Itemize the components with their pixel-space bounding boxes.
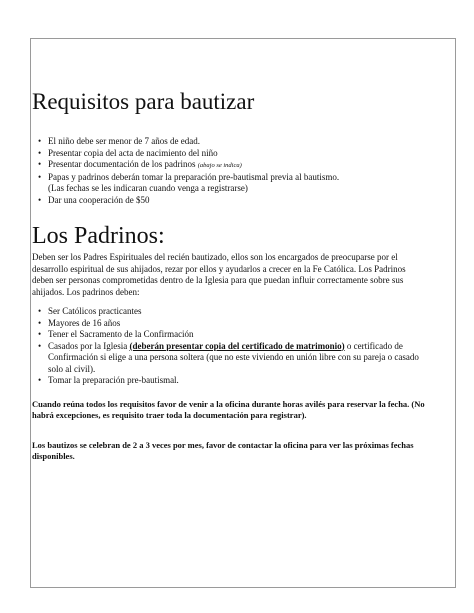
registration-notice: Cuando reúna todos los requisitos favor de venir a la oficina durante horas avilés para reservar la fecha. (No habrá excepciones, es requisito traer toda la documentación para registrar).: [32, 398, 425, 420]
requirement-note: (abajo se indica): [197, 162, 242, 169]
document-body: [32, 88, 428, 463]
requirement-item: • El niño debe ser menor de 7 años de edad.: [38, 136, 428, 148]
marriage-certificate-note: (deberán presentar copia del certificado de matrimonio): [129, 340, 345, 351]
requirements-title: Requisitos para bautizar: [32, 89, 255, 114]
godparent-item: • Ser Católicos practicantes: [38, 306, 428, 318]
requirements-list: [38, 136, 428, 206]
requirement-item: • Presentar copia del acta de nacimiento del niño: [38, 148, 428, 160]
requirement-item: • Papas y padrinos deberán tomar la preparación pre-bautismal previa al bautismo. (Las fechas se les indicaran cuando venga a registrarse): [38, 172, 428, 195]
godparent-item: • Casados por la Iglesia (deberán presentar copia del certificado de matrimonio) o certificado de Confirmación si elige a una persona soltera (que no este viviendo en unión libre con su pareja o casado solo al civil).: [38, 341, 428, 376]
godparent-item: • Mayores de 16 años: [38, 318, 428, 330]
godparents-title: Los Padrinos:: [32, 223, 165, 249]
godparents-list: [38, 306, 428, 387]
godparent-item: • Tener el Sacramento de la Confirmación: [38, 329, 428, 341]
requirement-subnote: (Las fechas se les indicaran cuando venga a registrarse): [48, 183, 248, 193]
godparent-item: • Tomar la preparación pre-bautismal.: [38, 375, 428, 387]
dates-notice: Los bautizos se celebran de 2 a 3 veces por mes, favor de contactar la oficina para ver las próximas fechas disponibles.: [32, 439, 414, 461]
requirement-item: • Dar una cooperación de $50: [38, 195, 428, 207]
godparents-paragraph: Deben ser los Padres Espirituales del recién bautizado, ellos son los encargados de preocuparse por el desarrollo espiritual de sus ahijados, rezar por ellos y ayudarlos a crecer en la Fe Católica. Los Padrinos deben ser personas comprometidas dentro de la Iglesia para que puedan influir correctamente sobre sus ahijados. Los padrinos deben:: [32, 252, 406, 297]
requirement-item: • Presentar documentación de los padrinos (abajo se indica): [38, 159, 428, 172]
